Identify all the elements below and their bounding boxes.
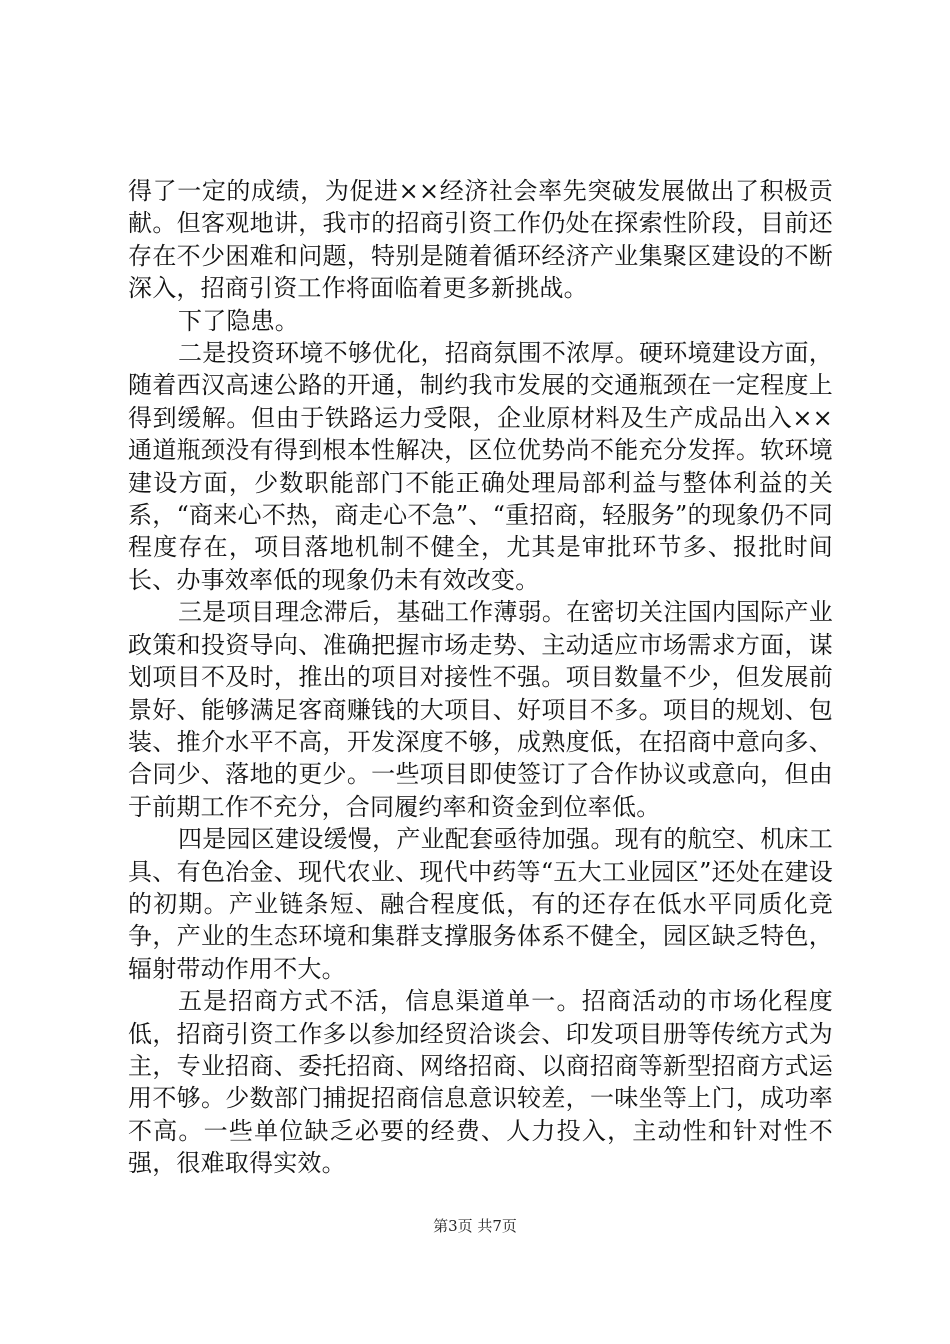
paragraph-investment-environment: 二是投资环境不够优化，招商氛围不浓厚。硬环境建设方面，随着西汉高速公路的开通，制约我市发展的交通瓶颈在一定程度上得到缓解。但由于铁路运力受限，企业原材料及生产成品出入××通道瓶颈没有得到根本性解决，区位优势尚不能充分发挥。软环境建设方面，少数职能部门不能正确处理局部利益与整体利益的关系，“商来心不热，商走心不急”、“重招商，轻服务”的现象仍不同程度存在，项目落地机制不健全，尤其是审批环节多、报批时间长、办事效率低的现象仍未有效改变。 [128,339,833,594]
document-body [128,175,833,1180]
page-number-footer: 第3页 共7页 [433,1217,517,1235]
paragraph-investment-methods: 五是招商方式不活，信息渠道单一。招商活动的市场化程度低，招商引资工作多以参加经贸洽谈会、印发项目册等传统方式为主，专业招商、委托招商、网络招商、以商招商等新型招商方式运用不够。少数部门捕捉招商信息意识较差，一味坐等上门，成功率不高。一些单位缺乏必要的经费、人力投入，主动性和针对性不强，很难取得实效。 [128,987,833,1178]
paragraph-park-construction: 四是园区建设缓慢，产业配套亟待加强。现有的航空、机床工具、有色冶金、现代农业、现代中药等“五大工业园区”还处在建设的初期。产业链条短、融合程度低，有的还存在低水平同质化竞争，产业的生态环境和集群支撑服务体系不健全，园区缺乏特色，辐射带动作用不大。 [128,825,833,983]
paragraph-fragment: 下了隐患。 [178,306,299,335]
paragraph-continuation: 得了一定的成绩，为促进××经济社会率先突破发展做出了积极贡献。但客观地讲，我市的招商引资工作仍处在探索性阶段，目前还存在不少困难和问题，特别是随着循环经济产业集聚区建设的不断深入，招商引资工作将面临着更多新挑战。 [128,177,833,303]
paragraph-project-concept: 三是项目理念滞后，基础工作薄弱。在密切关注国内国际产业政策和投资导向、准确把握市场走势、主动适应市场需求方面，谋划项目不及时，推出的项目对接性不强。项目数量不少，但发展前景好、能够满足客商赚钱的大项目、好项目不多。项目的规划、包装、推介水平不高，开发深度不够，成熟度低，在招商中意向多、合同少、落地的更少。一些项目即使签订了合作协议或意向，但由于前期工作不充分，合同履约率和资金到位率低。 [128,598,833,821]
